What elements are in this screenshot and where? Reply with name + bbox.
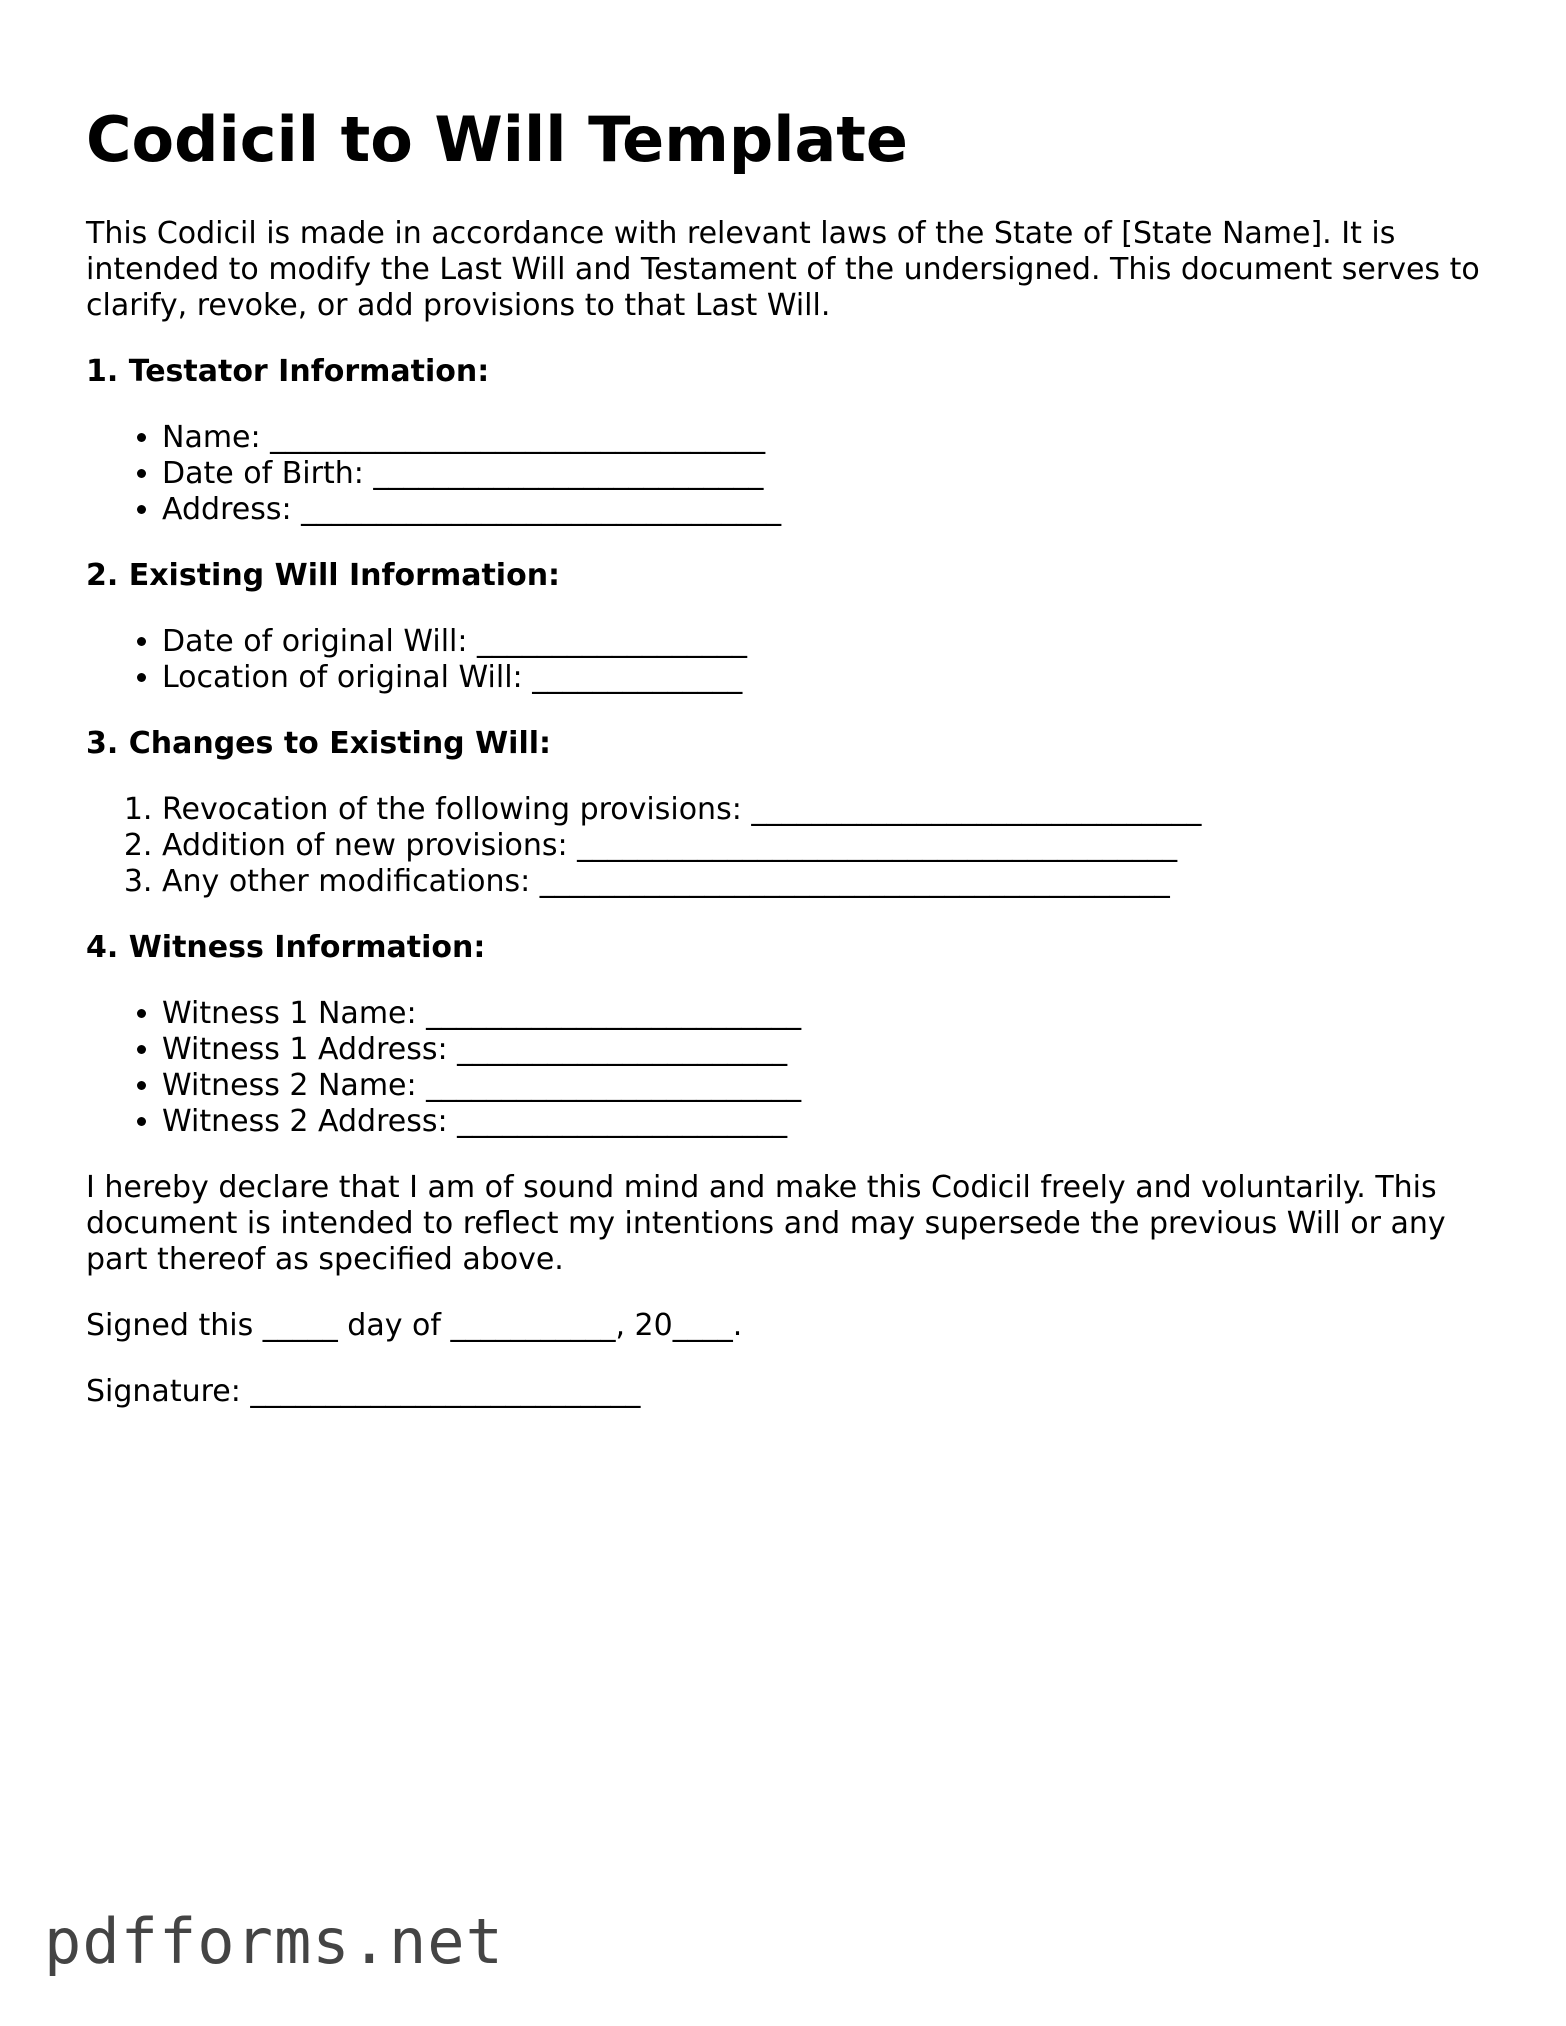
section-heading-existing-will: 2. Existing Will Information:	[86, 558, 561, 593]
witness-info-list	[86, 996, 1486, 1140]
list-item: • Witness 2 Address: ______________________	[162, 1104, 1486, 1140]
document-page	[86, 104, 1486, 1440]
list-item: • Witness 1 Address: ______________________	[162, 1032, 1486, 1068]
existing-will-list	[86, 624, 1486, 696]
section-heading-witness: 4. Witness Information:	[86, 930, 486, 965]
signed-date-line: Signed this _____ day of ___________, 20____.	[86, 1308, 743, 1343]
list-item: 1. Revocation of the following provisions: ______________________________	[162, 792, 1486, 828]
list-item: • Witness 2 Name: _________________________	[162, 1068, 1486, 1104]
signature-line: Signature: __________________________	[86, 1374, 641, 1409]
intro-paragraph: This Codicil is made in accordance with relevant laws of the State of [State Name]. It is intended to modify the Last Will and Testament of the undersigned. This document serves to clarify, revoke, or add provisions to that Last Will.	[86, 216, 1480, 323]
list-item: • Location of original Will: ______________	[162, 660, 1486, 696]
list-item: 3. Any other modifications: __________________________________________	[162, 864, 1486, 900]
list-item: • Name: _________________________________	[162, 420, 1486, 456]
list-item: • Date of original Will: __________________	[162, 624, 1486, 660]
site-watermark: pdfforms.net	[44, 1905, 504, 1978]
page-title: Codicil to Will Template	[86, 103, 908, 176]
testator-info-list	[86, 420, 1486, 528]
changes-list	[86, 792, 1486, 900]
list-item: 2. Addition of new provisions: ________________________________________	[162, 828, 1486, 864]
section-heading-testator: 1. Testator Information:	[86, 354, 490, 389]
list-item: • Date of Birth: __________________________	[162, 456, 1486, 492]
list-item: • Address: ________________________________	[162, 492, 1486, 528]
declaration-paragraph: I hereby declare that I am of sound mind and make this Codicil freely and voluntarily. This document is intended to reflect my intentions and may supersede the previous Will or any part thereof as specified above.	[86, 1170, 1446, 1277]
section-heading-changes: 3. Changes to Existing Will:	[86, 726, 552, 761]
list-item: • Witness 1 Name: _________________________	[162, 996, 1486, 1032]
